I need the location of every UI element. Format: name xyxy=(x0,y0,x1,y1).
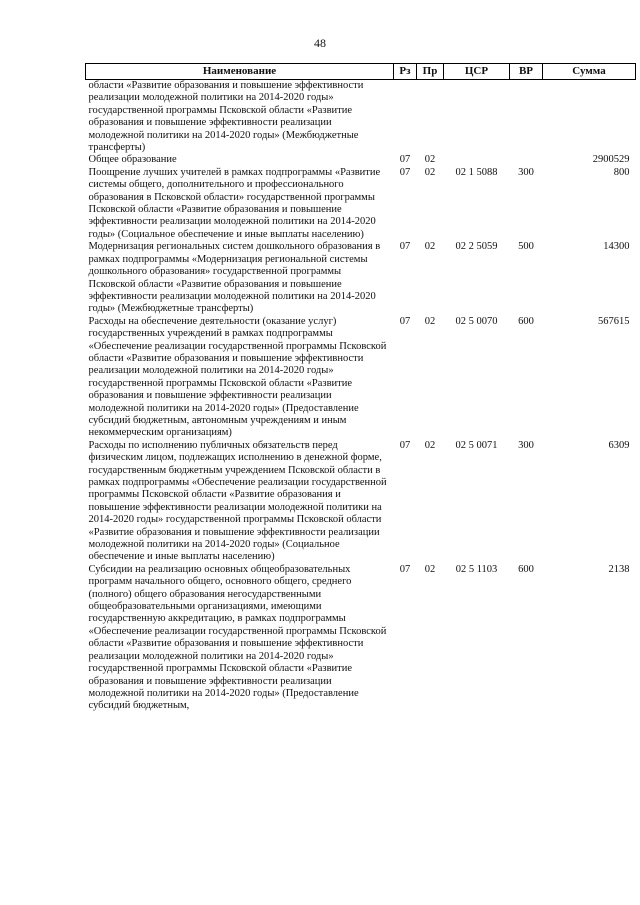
row-sum: 2138 xyxy=(608,563,630,575)
header-sum: Сумма xyxy=(543,64,636,80)
row-csr xyxy=(444,80,510,155)
header-csr: ЦСР xyxy=(444,64,510,80)
budget-table xyxy=(85,63,636,713)
row-name: Общее образование xyxy=(88,154,177,166)
row-name: области «Развитие образования и повышение эффективности реализации молодежной политики на 2014-2020 годы» государственной программы Псковской области «Развитие образования и повышение эффективности реализации молодежной политики на 2014-2020 годы» (Межбюджетные трансферты) xyxy=(88,80,364,154)
row-pr: 02 xyxy=(424,154,436,166)
page-number: 48 xyxy=(314,36,326,50)
row-csr: 02 2 5059 xyxy=(455,241,498,253)
row-csr xyxy=(444,154,510,166)
row-pr: 02 xyxy=(424,166,436,178)
row-rz: 07 xyxy=(399,315,411,327)
header-name: Наименование xyxy=(86,64,394,80)
table-header-row xyxy=(86,64,636,80)
row-vr: 600 xyxy=(518,563,534,575)
row-vr: 300 xyxy=(518,439,534,451)
row-pr: 02 xyxy=(424,439,436,451)
row-vr: 300 xyxy=(518,166,534,178)
header-rz: Рз xyxy=(394,64,417,80)
row-pr: 02 xyxy=(424,563,436,575)
row-rz: 07 xyxy=(399,439,411,451)
table-row xyxy=(86,154,636,166)
row-sum: 2900529 xyxy=(592,154,630,166)
table-row xyxy=(86,167,636,241)
row-rz: 07 xyxy=(399,154,411,166)
row-csr: 02 5 1103 xyxy=(455,563,498,575)
row-name: Расходы по исполнению публичных обязательств перед физическим лицом, подлежащих исполнению в денежной форме, государственным бюджетным учреждением Псковской области в рамках подпрограммы «Обеспечение реализации государственной программы Псковской области «Развитие образования и повышение эффективности реализации молодежной политики на 2014-2020 годы» государственной программы Псковской области «Развитие образования и повышение эффективности реализации молодежной политики на 2014-2020 годы» (Социальное обеспечение и иные выплаты населению) xyxy=(88,439,387,563)
row-rz: 07 xyxy=(399,563,411,575)
row-pr xyxy=(417,80,444,155)
row-rz: 07 xyxy=(399,241,411,253)
row-sum: 800 xyxy=(613,166,630,178)
header-vr: ВР xyxy=(510,64,543,80)
table-row xyxy=(86,564,636,713)
row-sum: 6309 xyxy=(608,439,630,451)
row-name: Расходы на обеспечение деятельности (оказание услуг) государственных учреждений в рамках подпрограммы «Обеспечение реализации государственной программы Псковской области «Развитие образования и повышение эффективности реализации молодежной политики на 2014-2020 годы» государственной программы Псковской области «Развитие образования и повышение эффективности реализации молодежной политики на 2014-2020 годы» (Предоставление субсидий бюджетным, автономным учреждениям и иным некоммерческим организациям) xyxy=(88,315,387,439)
row-name: Модернизация региональных систем дошкольного образования в рамках подпрограммы «Модернизация региональной системы дошкольного образования» государственной программы Псковской области «Развитие образования и повышение эффективности реализации молодежной политики на 2014-2020 годы» (Межбюджетные трансферты) xyxy=(88,241,381,315)
row-vr: 600 xyxy=(518,315,534,327)
header-pr: Пр xyxy=(417,64,444,80)
row-pr: 02 xyxy=(424,241,436,253)
row-name: Поощрение лучших учителей в рамках подпрограммы «Развитие системы общего, дополнительного и профессионального образования в Псковской области» государственной программы Псковской области «Развитие образования и повышение эффективности реализации молодежной политики на 2014-2020 годы» (Социальное обеспечение и иные выплаты населению) xyxy=(88,166,381,240)
row-sum: 14300 xyxy=(603,241,630,253)
row-csr: 02 5 0070 xyxy=(455,315,498,327)
row-sum xyxy=(543,80,636,155)
row-name: Субсидии на реализацию основных общеобразовательных программ начального общего, основного общего, среднего (полного) общего образования негосударственными общеобразовательными организациями, имеющими государственную аккредитацию, в рамках подпрограммы «Обеспечение реализации государственной программы Псковской области «Развитие образования и повышение эффективности реализации молодежной политики на 2014-2020 годы» государственной программы Псковской области «Развитие образования и повышение эффективности реализации молодежной политики на 2014-2020 годы» (Предоставление субсидий бюджетным, xyxy=(88,563,387,712)
row-vr xyxy=(510,80,543,155)
row-pr: 02 xyxy=(424,315,436,327)
row-vr xyxy=(510,154,543,166)
table-row xyxy=(86,440,636,564)
table-row xyxy=(86,80,636,155)
table-row xyxy=(86,241,636,315)
row-sum: 567615 xyxy=(598,315,630,327)
table-row xyxy=(86,316,636,440)
row-vr: 500 xyxy=(518,241,534,253)
row-rz xyxy=(394,80,417,155)
row-csr: 02 5 0071 xyxy=(455,439,498,451)
row-rz: 07 xyxy=(399,166,411,178)
row-csr: 02 1 5088 xyxy=(455,166,498,178)
